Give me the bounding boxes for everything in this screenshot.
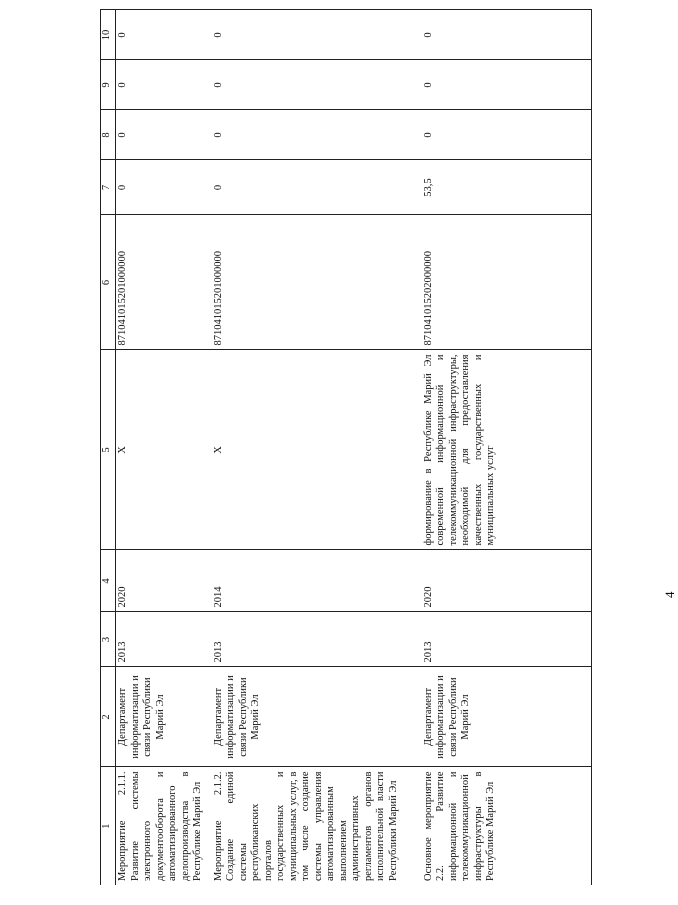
header-cell: 9: [101, 60, 116, 110]
header-cell: 6: [101, 215, 116, 350]
table-row: [116, 10, 212, 885]
header-cell: 10: [101, 10, 116, 60]
program-activities-table: [100, 10, 592, 886]
value-cell: 0: [116, 160, 212, 215]
header-cell: 8: [101, 110, 116, 160]
start-year-cell: 2013: [212, 612, 422, 667]
header-row: [101, 10, 116, 885]
activity-name-cell: Мероприятие 2.1.2. Создание единой системы республиканских порталов государственных и муниципальных услуг, в том числе создание системы управления автоматизированным выполнением административных регламентов органов исполнительной власти Республики Марий Эл: [212, 767, 422, 885]
header-cell: 4: [101, 550, 116, 612]
rotated-table-wrapper: [100, 10, 592, 885]
executor-cell: Департамент информатизации и связи Республики Марий Эл: [422, 667, 592, 767]
budget-code-cell: 871041015201000000: [116, 215, 212, 350]
value-cell: 0: [212, 160, 422, 215]
result-cell: формирование в Республике Марий Эл современной информационной и телекоммуникационной инфраструктуры, необходимой для предоставления качественных государственных и муниципальных услуг: [422, 350, 592, 550]
header-cell: 5: [101, 350, 116, 550]
result-cell: X: [116, 350, 212, 550]
end-year-cell: 2014: [212, 550, 422, 612]
executor-cell: Департамент информатизации и связи Республики Марий Эл: [212, 667, 422, 767]
executor-cell: Департамент информатизации и связи Республики Марий Эл: [116, 667, 212, 767]
activity-name-cell: Мероприятие 2.1.1. Развитие системы электронного документооборота и автоматизированного делопроизводства в Республике Марий Эл: [116, 767, 212, 885]
result-cell: X: [212, 350, 422, 550]
end-year-cell: 2020: [116, 550, 212, 612]
header-cell: 7: [101, 160, 116, 215]
start-year-cell: 2013: [116, 612, 212, 667]
value-cell: 0: [422, 60, 592, 110]
value-cell: 0: [212, 110, 422, 160]
value-cell: 0: [212, 60, 422, 110]
header-cell: 2: [101, 667, 116, 767]
value-cell: 53,5: [422, 160, 592, 215]
value-cell: 0: [116, 110, 212, 160]
budget-code-cell: 871041015201000000: [212, 215, 422, 350]
start-year-cell: 2013: [422, 612, 592, 667]
table-row: [212, 10, 422, 885]
value-cell: 0: [422, 110, 592, 160]
table-row: [422, 10, 592, 885]
header-cell: 3: [101, 612, 116, 667]
value-cell: 0: [422, 10, 592, 60]
activity-name-cell: Основное мероприятие 2.2. Развитие информационной и телекоммуникационной инфраструктуры в Республике Марий Эл: [422, 767, 592, 885]
budget-code-cell: 871041015202000000: [422, 215, 592, 350]
end-year-cell: 2020: [422, 550, 592, 612]
value-cell: 0: [212, 10, 422, 60]
value-cell: 0: [116, 10, 212, 60]
header-cell: 1: [101, 767, 116, 885]
page-number: 4: [662, 591, 677, 598]
value-cell: 0: [116, 60, 212, 110]
